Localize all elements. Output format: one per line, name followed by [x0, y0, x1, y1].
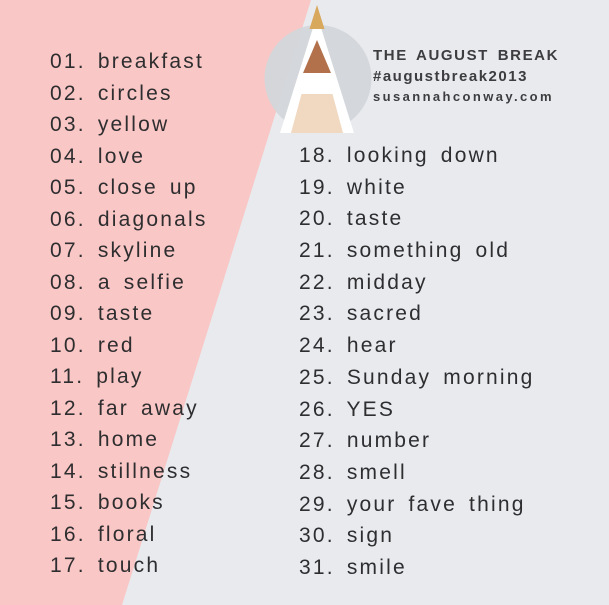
list-item: 07. skyline: [50, 239, 178, 262]
list-item: 09. taste: [50, 302, 155, 325]
list-item: 11. play: [50, 365, 144, 388]
pencil-wood-icon: [303, 40, 331, 73]
list-item: 29. your fave thing: [299, 492, 526, 516]
list-item: 20. taste: [299, 207, 404, 231]
list-item: 31. smile: [299, 555, 407, 579]
list-item: 17. touch: [50, 554, 161, 577]
pencil-tip-icon: [310, 5, 325, 29]
list-item: 24. hear: [299, 334, 398, 358]
list-item: 25. Sunday morning: [299, 365, 535, 389]
pencil-body-shape: [291, 94, 343, 133]
poster-website: susannahconway.com: [373, 89, 554, 104]
list-item: 14. stillness: [50, 459, 193, 483]
header-text-block: [373, 46, 559, 108]
list-item: 02. circles: [50, 81, 173, 105]
list-item: 13. home: [50, 428, 160, 451]
list-item: 08. a selfie: [50, 270, 186, 294]
list-item: 15. books: [50, 491, 165, 514]
list-item: 04. love: [50, 144, 146, 168]
poster-hashtag: #augustbreak2013: [373, 67, 528, 85]
list-item: 16. floral: [50, 522, 157, 546]
list-item: 22. midday: [299, 270, 428, 294]
list-item: 06. diagonals: [50, 207, 208, 231]
prompt-list-days-1-17: [50, 46, 208, 582]
list-item: 30. sign: [299, 524, 395, 548]
list-item: 28. smell: [299, 460, 407, 484]
list-item: 18. looking down: [299, 144, 500, 167]
prompt-list-days-18-31: [299, 140, 535, 584]
list-item: 10. red: [50, 333, 135, 357]
list-item: 19. white: [299, 175, 407, 199]
list-item: 26. YES: [299, 397, 396, 421]
list-item: 27. number: [299, 429, 432, 453]
list-item: 23. sacred: [299, 302, 424, 326]
list-item: 21. something old: [299, 239, 511, 263]
list-item: 01. breakfast: [50, 50, 205, 73]
poster-title: THE AUGUST BREAK: [373, 47, 560, 64]
list-item: 12. far away: [50, 396, 199, 420]
list-item: 05. close up: [50, 176, 198, 199]
list-item: 03. yellow: [50, 113, 170, 136]
